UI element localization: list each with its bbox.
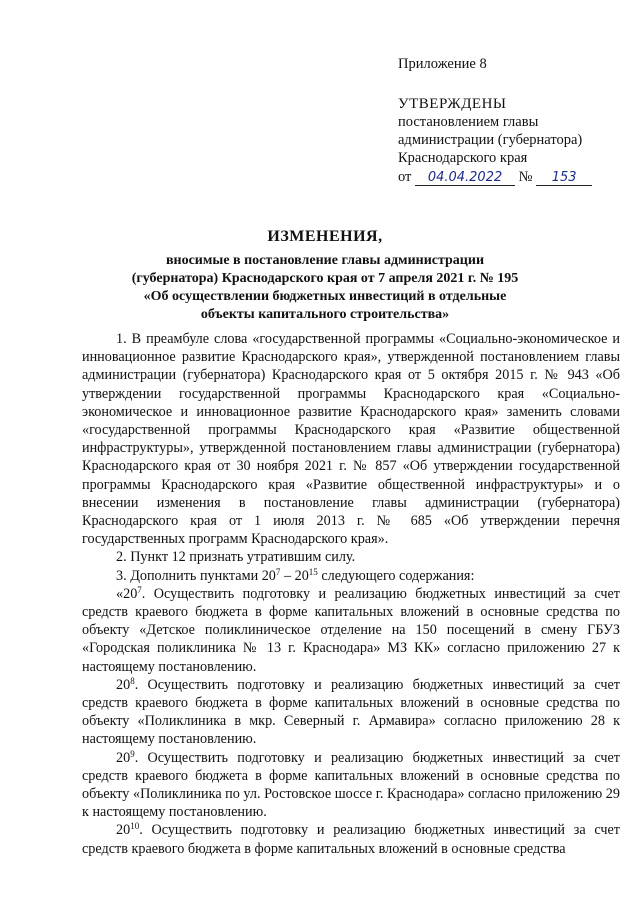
p3-text-b: – 20 [280, 567, 309, 584]
heading-line-3: «Об осуществлении бюджетных инвестиций в отдельные [143, 289, 507, 304]
heading-line-1: вносимые в постановление главы администрации [165, 253, 485, 268]
p6-text-a: 20 [116, 749, 131, 766]
paragraph-6 [82, 749, 620, 822]
p7-text-b: . Осуществить подготовку и реализацию бюджетных инвестиций за счет средств краевого бюджета в форме капитальных вложений в основные средства [82, 822, 620, 857]
approved-label: УТВЕРЖДЕНЫ [398, 96, 507, 112]
approval-line-3: Краснодарского края [398, 150, 528, 166]
handwritten-date: 04.04.2022 [415, 171, 515, 186]
p3-text-a: 3. Дополнить пунктами 20 [116, 567, 276, 584]
heading-title: ИЗМЕНЕНИЯ, [267, 228, 383, 245]
p6-sup: 9 [130, 748, 135, 759]
p5-text-a: 20 [116, 676, 131, 693]
paragraph-3 [82, 567, 620, 585]
p7-sup: 10 [130, 821, 140, 832]
p7-text-a: 20 [116, 822, 131, 839]
p4-text-b: . Осуществить подготовку и реализацию бюджетных инвестиций за счет средств краевого бюджета в форме капитальных вложений в основные средства по объекту «Детское поликлиническое отделение на 150 посещений в смену ГБУЗ «Городская поликлиника № 13 г. Краснодара» МЗ КК» согласно приложению 27 к настоящему постановлению. [82, 585, 620, 675]
p3-text-c: следующего содержания: [317, 567, 475, 584]
paragraph-1: 1. В преамбуле слова «государственной программы «Социально-экономическое и инновационное развитие Краснодарского края», утвержденной постановлением главы администрации (губернатора) Краснодарского края от 5 октября 2015 г. № 943 «Об утверждении государственной программы Краснодарского края «Социально-экономическое и инновационное развитие Краснодарского края» заменить словами «государственной программы Краснодарского края «Развитие общественной инфраструктуры», утвержденной постановлением главы администрации (губернатора) Краснодарского края от 30 ноября 2021 г. № 857 «Об утверждении государственной программы Краснодарского края «Развитие общественной инфраструктуры» и о внесении изменения в постановление главы администрации (губернатора) Краснодарского края от 1 июля 2013 г. № 685 «Об утверждении перечня государственных программ Краснодарского края». [82, 331, 620, 548]
p6-text-b: . Осуществить подготовку и реализацию бюджетных инвестиций за счет средств краевого бюджета в форме капитальных вложений в основные средства по объекту «Поликлиника по ул. Ростовское шоссе г. Краснодара» согласно приложению 29 к настоящему постановлению. [82, 749, 620, 821]
approval-line-2: администрации (губернатора) [398, 132, 583, 148]
p5-text-b: . Осуществить подготовку и реализацию бюджетных инвестиций за счет средств краевого бюджета в форме капитальных вложений в основные средства по объекту «Поликлиника в мкр. Северный г. Армавира» согласно приложению 28 к настоящему постановлению. [82, 676, 620, 748]
p3-sup-1: 7 [275, 566, 281, 577]
approval-line-1: постановлением главы [398, 114, 539, 130]
document-body [82, 330, 620, 858]
paragraph-7 [82, 821, 620, 857]
handwritten-number: 153 [536, 171, 592, 186]
p4-text-a: «20 [116, 585, 138, 602]
from-label: от [398, 169, 412, 185]
p3-sup-2: 15 [308, 566, 318, 577]
approval-block [398, 55, 628, 186]
paragraph-2: 2. Пункт 12 признать утратившим силу. [116, 549, 356, 566]
document-heading [130, 228, 520, 324]
p4-sup: 7 [137, 584, 142, 595]
p5-sup: 8 [130, 675, 135, 686]
heading-line-4: объекты капитального строительства» [200, 307, 450, 322]
appendix-label: Приложение 8 [398, 56, 487, 72]
approval-date-line [398, 168, 628, 186]
number-label: № [518, 169, 533, 185]
heading-line-2: (губернатора) Краснодарского края от 7 апреля 2021 г. № 195 [131, 271, 519, 286]
paragraph-4 [82, 585, 620, 676]
paragraph-5 [82, 676, 620, 749]
